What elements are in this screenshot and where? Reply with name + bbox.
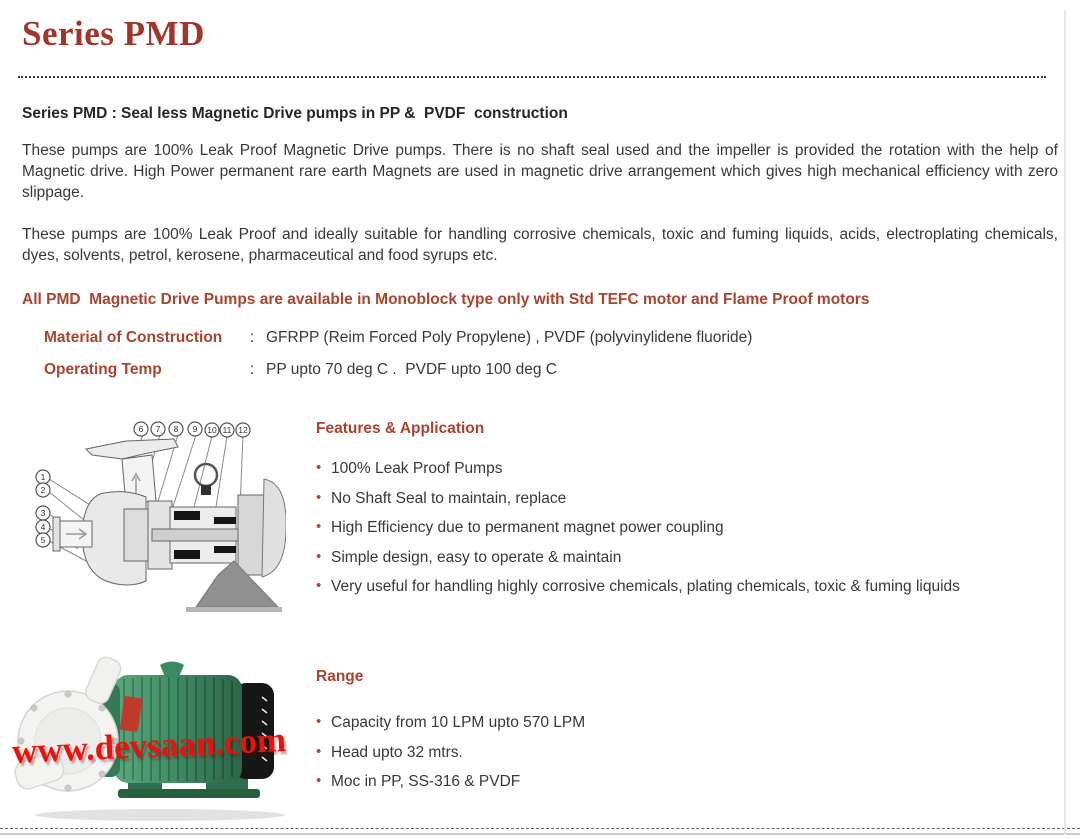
diagram-callout-4 xyxy=(36,520,50,534)
features-heading: Features & Application xyxy=(316,420,485,437)
svg-text:12: 12 xyxy=(238,425,248,435)
diagram-callout-11 xyxy=(220,423,234,437)
svg-text:7: 7 xyxy=(155,424,161,434)
diagram-callout-6 xyxy=(134,422,148,436)
diagram-callout-9 xyxy=(188,422,202,436)
spec-row-material xyxy=(44,328,1044,348)
spec-colon: : xyxy=(250,329,255,346)
availability-note: All PMD Magnetic Drive Pumps are available in Monoblock type only with Std TEFC motor and Flame Proof motors xyxy=(22,291,870,308)
svg-text:8: 8 xyxy=(173,424,179,434)
spec-row-operating-temp xyxy=(44,360,1044,380)
feature-item: • 100% Leak Proof Pumps xyxy=(316,459,1061,479)
svg-text:11: 11 xyxy=(222,425,232,435)
diagram-callout-7 xyxy=(151,422,165,436)
svg-text:5: 5 xyxy=(40,535,46,545)
range-list xyxy=(316,713,1061,792)
spec-value-operating-temp: PP upto 70 deg C . PVDF upto 100 deg C xyxy=(266,361,557,378)
features-list xyxy=(316,459,1061,597)
range-item: • Head upto 32 mtrs. xyxy=(316,743,1061,763)
diagram-callout-10 xyxy=(205,423,219,437)
svg-text:10: 10 xyxy=(207,425,217,435)
spec-table xyxy=(44,328,1044,392)
description-paragraph-2: These pumps are 100% Leak Proof and ideally suitable for handling corrosive chemicals, toxic and fuming liquids, acids, electroplating chemicals, dyes, solvents, petrol, kerosene, pharmaceutical and food syrups etc. xyxy=(22,226,1058,264)
svg-text:6: 6 xyxy=(138,424,144,434)
page-title: Series PMD xyxy=(22,14,205,53)
svg-text:3: 3 xyxy=(40,508,46,518)
page-right-edge-line xyxy=(1064,10,1066,835)
bottom-divider-light xyxy=(0,833,1080,835)
spec-label-operating-temp: Operating Temp xyxy=(44,361,162,378)
feature-item: • High Efficiency due to permanent magnet power coupling xyxy=(316,518,1061,538)
range-section xyxy=(316,668,1061,802)
svg-text:4: 4 xyxy=(40,522,46,532)
diagram-callout-5 xyxy=(36,533,50,547)
product-subtitle: Series PMD : Seal less Magnetic Drive pumps in PP & PVDF construction xyxy=(22,105,568,122)
features-section xyxy=(316,420,1061,607)
feature-item: • Very useful for handling highly corrosive chemicals, plating chemicals, toxic & fuming liquids xyxy=(316,577,1061,597)
spec-label-material: Material of Construction xyxy=(44,329,223,346)
diagram-callout-12 xyxy=(236,423,250,437)
diagram-callout-8 xyxy=(169,422,183,436)
watermark-text: www.devsaan.com xyxy=(11,720,287,771)
spec-colon: : xyxy=(250,361,255,378)
range-heading: Range xyxy=(316,668,364,685)
top-divider xyxy=(18,76,1046,78)
pump-cross-section-diagram xyxy=(28,413,286,618)
spec-value-material: GFRPP (Reim Forced Poly Propylene) , PVDF (polyvinylidene fluoride) xyxy=(266,329,753,346)
feature-item: • Simple design, easy to operate & maintain xyxy=(316,548,1061,568)
description-paragraph-1: These pumps are 100% Leak Proof Magnetic Drive pumps. There is no shaft seal used and the impeller is provided the rotation with the help of Magnetic drive. High Power permanent rare earth Magnets are used in magnetic drive arrangement which gives high mechanical efficiency with zero slippage. xyxy=(22,142,1058,201)
svg-text:1: 1 xyxy=(40,472,46,482)
diagram-callout-3 xyxy=(36,506,50,520)
feature-item: • No Shaft Seal to maintain, replace xyxy=(316,489,1061,509)
diagram-callout-1 xyxy=(36,470,50,484)
diagram-callout-2 xyxy=(36,483,50,497)
range-item: • Moc in PP, SS-316 & PVDF xyxy=(316,772,1061,792)
range-item: • Capacity from 10 LPM upto 570 LPM xyxy=(316,713,1061,733)
bottom-divider-dashed xyxy=(0,828,1080,829)
svg-text:2: 2 xyxy=(40,485,46,495)
svg-text:9: 9 xyxy=(192,424,198,434)
pump-cross-section-drawing xyxy=(28,413,286,618)
